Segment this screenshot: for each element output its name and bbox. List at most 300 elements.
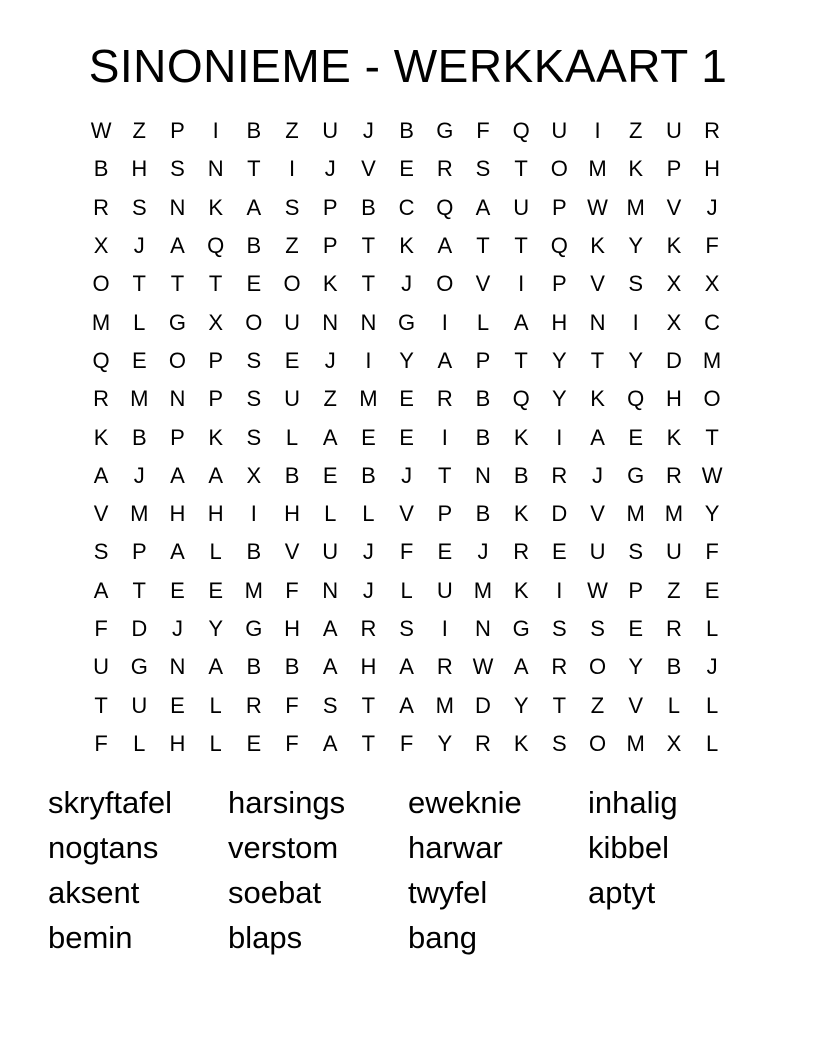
grid-letter[interactable]: V xyxy=(361,156,376,182)
grid-letter[interactable]: M xyxy=(664,501,684,527)
grid-letter[interactable]: S xyxy=(475,156,491,182)
grid-letter[interactable]: A xyxy=(475,194,491,220)
grid-letter[interactable]: O xyxy=(245,309,263,335)
grid-letter[interactable]: P xyxy=(208,347,223,373)
grid-letter[interactable]: H xyxy=(284,616,300,641)
grid-letter[interactable]: U xyxy=(284,309,300,335)
grid-letter[interactable]: B xyxy=(475,386,491,412)
grid-letter[interactable]: U xyxy=(131,692,148,718)
grid-letter[interactable]: B xyxy=(246,539,262,565)
grid-letter[interactable]: W xyxy=(90,118,112,144)
grid-letter[interactable]: P xyxy=(208,386,223,412)
grid-letter[interactable]: U xyxy=(93,654,110,680)
grid-letter[interactable]: N xyxy=(207,156,224,182)
grid-letter[interactable]: J xyxy=(706,654,718,680)
grid-letter[interactable]: B xyxy=(361,462,376,488)
grid-letter[interactable]: D xyxy=(131,616,148,641)
grid-letter[interactable]: H xyxy=(704,156,721,182)
grid-letter[interactable]: T xyxy=(94,692,108,718)
grid-letter[interactable]: N xyxy=(360,309,377,335)
grid-letter[interactable]: Q xyxy=(512,118,530,144)
grid-letter[interactable]: F xyxy=(285,577,299,603)
grid-row xyxy=(82,342,731,380)
grid-letter[interactable]: B xyxy=(246,233,262,259)
grid-letter[interactable]: J xyxy=(171,616,183,641)
grid-letter[interactable]: M xyxy=(244,577,263,603)
word-list-item: bemin xyxy=(48,920,133,955)
grid-letter[interactable]: B xyxy=(131,424,147,450)
grid-letter[interactable]: V xyxy=(399,501,414,527)
grid-letter[interactable]: P xyxy=(131,539,147,565)
grid-letter[interactable]: B xyxy=(475,501,491,527)
grid-letter[interactable]: U xyxy=(322,118,339,144)
grid-letter[interactable]: J xyxy=(362,539,374,565)
grid-letter[interactable]: L xyxy=(705,616,719,641)
grid-letter[interactable]: T xyxy=(514,347,528,373)
word-list-item: inhalig xyxy=(588,785,678,820)
grid-letter[interactable]: E xyxy=(131,347,147,373)
grid-letter[interactable]: P xyxy=(170,424,185,450)
grid-letter[interactable]: N xyxy=(169,386,186,412)
grid-letter[interactable]: O xyxy=(550,156,568,182)
grid-letter[interactable]: S xyxy=(284,194,300,220)
grid-letter[interactable]: Q xyxy=(512,386,530,412)
grid-letter[interactable]: D xyxy=(475,692,491,718)
grid-letter[interactable]: G xyxy=(512,616,530,641)
word-list-item: harsings xyxy=(228,785,346,820)
grid-letter[interactable]: N xyxy=(169,654,186,680)
grid-letter[interactable]: A xyxy=(513,654,529,680)
grid-letter[interactable]: L xyxy=(209,692,222,718)
grid-letter[interactable]: T xyxy=(208,271,223,297)
grid-letter[interactable]: V xyxy=(628,692,644,718)
grid-letter[interactable]: O xyxy=(588,730,607,756)
grid-letter[interactable]: O xyxy=(92,271,110,297)
grid-letter[interactable]: J xyxy=(706,194,718,220)
grid-letter[interactable]: K xyxy=(93,424,109,450)
grid-letter[interactable]: K xyxy=(399,233,414,259)
grid-letter[interactable]: G xyxy=(130,654,148,680)
grid-letter[interactable]: T xyxy=(247,156,261,182)
grid-letter[interactable]: R xyxy=(551,462,568,488)
grid-letter[interactable]: B xyxy=(475,424,491,450)
grid-letter[interactable]: I xyxy=(288,156,296,182)
grid-letter[interactable]: T xyxy=(438,462,452,488)
grid-letter[interactable]: E xyxy=(399,156,414,182)
grid-letter[interactable]: I xyxy=(518,271,525,297)
grid-letter[interactable]: E xyxy=(284,347,300,373)
grid-letter[interactable]: S xyxy=(246,347,262,373)
grid-letter[interactable]: R xyxy=(436,654,453,680)
grid-letter[interactable]: A xyxy=(322,616,338,641)
grid-letter[interactable]: S xyxy=(590,616,605,641)
grid-letter[interactable]: P xyxy=(628,577,644,603)
grid-letter[interactable]: F xyxy=(94,730,108,756)
grid-letter[interactable]: L xyxy=(209,539,222,565)
grid-letter[interactable]: M xyxy=(435,692,454,718)
grid-letter[interactable]: T xyxy=(361,233,376,259)
grid-letter[interactable]: V xyxy=(475,271,491,297)
grid-letter[interactable]: M xyxy=(626,501,645,527)
grid-letter[interactable]: J xyxy=(362,577,374,603)
grid-letter[interactable]: O xyxy=(588,654,607,680)
grid-letter[interactable]: U xyxy=(665,118,682,144)
grid-letter[interactable]: T xyxy=(552,692,567,718)
grid-letter[interactable]: X xyxy=(208,309,223,335)
grid-letter[interactable]: Y xyxy=(628,347,644,373)
grid-letter[interactable]: Y xyxy=(399,347,414,373)
grid-letter[interactable]: T xyxy=(132,577,146,603)
grid-letter[interactable]: W xyxy=(587,194,608,220)
grid-letter[interactable]: Y xyxy=(552,347,567,373)
grid-letter[interactable]: A xyxy=(170,233,185,259)
grid-letter[interactable]: L xyxy=(400,577,413,603)
grid-letter[interactable]: Y xyxy=(208,616,223,641)
grid-row xyxy=(82,150,731,188)
grid-letter[interactable]: A xyxy=(322,654,338,680)
grid-letter[interactable]: W xyxy=(472,654,494,680)
grid-letter[interactable]: T xyxy=(361,271,376,297)
grid-letter[interactable]: U xyxy=(513,194,530,220)
grid-letter[interactable]: S xyxy=(322,692,338,718)
grid-letter[interactable]: C xyxy=(704,309,721,335)
grid-letter[interactable]: E xyxy=(246,271,262,297)
grid-letter[interactable]: A xyxy=(93,577,109,603)
grid-letter[interactable]: A xyxy=(322,424,338,450)
grid-letter[interactable]: I xyxy=(441,424,448,450)
grid-letter[interactable]: A xyxy=(513,309,529,335)
grid-letter[interactable]: A xyxy=(246,194,262,220)
grid-letter[interactable]: J xyxy=(324,347,336,373)
grid-letter[interactable]: B xyxy=(399,118,414,144)
grid-letter[interactable]: E xyxy=(208,577,223,603)
grid-letter[interactable]: E xyxy=(399,424,414,450)
grid-letter[interactable]: B xyxy=(246,654,262,680)
grid-letter[interactable]: D xyxy=(665,347,682,373)
grid-letter[interactable]: X xyxy=(666,309,682,335)
grid-letter[interactable]: P xyxy=(322,194,338,220)
grid-letter[interactable]: J xyxy=(401,462,413,488)
grid-letter[interactable]: S xyxy=(628,539,644,565)
grid-letter[interactable]: I xyxy=(250,501,257,527)
grid-letter[interactable]: Z xyxy=(132,118,146,144)
grid-letter[interactable]: S xyxy=(399,616,414,641)
grid-letter[interactable]: B xyxy=(361,194,376,220)
grid-letter[interactable]: P xyxy=(437,501,453,527)
grid-letter[interactable]: A xyxy=(208,654,223,680)
grid-row xyxy=(82,495,731,533)
grid-letter[interactable]: R xyxy=(436,386,453,412)
grid-letter[interactable]: R xyxy=(513,539,530,565)
grid-letter[interactable]: L xyxy=(667,692,681,718)
grid-letter[interactable]: J xyxy=(477,539,489,565)
grid-letter[interactable]: W xyxy=(701,462,723,488)
grid-letter[interactable]: K xyxy=(322,271,338,297)
grid-letter[interactable]: E xyxy=(170,692,185,718)
grid-letter[interactable]: P xyxy=(170,118,185,144)
grid-letter[interactable]: N xyxy=(589,309,606,335)
grid-row xyxy=(82,572,731,610)
grid-letter[interactable]: F xyxy=(285,692,299,718)
grid-letter[interactable]: Y xyxy=(704,501,720,527)
grid-letter[interactable]: B xyxy=(284,654,300,680)
grid-letter[interactable]: S xyxy=(131,194,147,220)
grid-letter[interactable]: F xyxy=(399,730,414,756)
grid-letter[interactable]: M xyxy=(91,309,111,335)
grid-letter[interactable]: R xyxy=(245,692,262,718)
grid-letter[interactable]: V xyxy=(93,501,109,527)
grid-letter[interactable]: Z xyxy=(590,692,605,718)
grid-letter[interactable]: Y xyxy=(628,233,644,259)
grid-letter[interactable]: D xyxy=(551,501,568,527)
grid-letter[interactable]: E xyxy=(246,730,262,756)
grid-letter[interactable]: V xyxy=(284,539,300,565)
grid-letter[interactable]: K xyxy=(666,424,682,450)
grid-letter[interactable]: J xyxy=(592,462,604,488)
grid-letter[interactable]: I xyxy=(365,347,372,373)
grid-letter[interactable]: A xyxy=(399,654,414,680)
grid-letter[interactable]: L xyxy=(362,501,375,527)
grid-letter[interactable]: S xyxy=(246,424,262,450)
grid-letter[interactable]: R xyxy=(665,462,682,488)
grid-letter[interactable]: B xyxy=(93,156,109,182)
grid-letter[interactable]: M xyxy=(359,386,378,412)
grid-letter[interactable]: K xyxy=(208,424,223,450)
grid-letter[interactable]: M xyxy=(702,347,722,373)
grid-letter[interactable]: M xyxy=(130,501,149,527)
grid-letter[interactable]: Y xyxy=(513,692,529,718)
grid-letter[interactable]: B xyxy=(513,462,529,488)
grid-letter[interactable]: A xyxy=(399,692,414,718)
grid-letter[interactable]: Q xyxy=(92,347,110,373)
grid-letter[interactable]: A xyxy=(170,539,185,565)
grid-letter[interactable]: T xyxy=(361,692,376,718)
grid-letter[interactable]: B xyxy=(246,118,262,144)
grid-letter[interactable]: P xyxy=(666,156,682,182)
grid-letter[interactable]: N xyxy=(169,194,186,220)
grid-letter[interactable]: Q xyxy=(207,233,225,259)
grid-letter[interactable]: H xyxy=(360,654,377,680)
grid-letter[interactable]: M xyxy=(130,386,149,412)
grid-letter[interactable]: H xyxy=(665,386,682,412)
grid-letter[interactable]: G xyxy=(627,462,645,488)
grid-letter[interactable]: Z xyxy=(628,118,643,144)
grid-letter[interactable]: E xyxy=(437,539,453,565)
grid-letter[interactable]: T xyxy=(132,271,146,297)
grid-letter[interactable]: X xyxy=(666,271,682,297)
word-list-item: soebat xyxy=(228,875,322,910)
grid-letter[interactable]: E xyxy=(322,462,338,488)
grid-letter[interactable]: O xyxy=(703,386,721,412)
grid-letter[interactable]: X xyxy=(93,233,109,259)
grid-letter[interactable]: I xyxy=(632,309,639,335)
grid-letter[interactable]: F xyxy=(285,730,299,756)
grid-letter[interactable]: K xyxy=(590,233,605,259)
grid-letter[interactable]: R xyxy=(93,386,110,412)
grid-letter[interactable]: Z xyxy=(667,577,681,603)
grid-letter[interactable]: R xyxy=(360,616,377,641)
grid-letter[interactable]: J xyxy=(133,233,145,259)
grid-letter[interactable]: R xyxy=(551,654,568,680)
grid-letter[interactable]: R xyxy=(93,194,110,220)
grid-letter[interactable]: S xyxy=(552,616,567,641)
grid-letter[interactable]: F xyxy=(399,539,414,565)
grid-letter[interactable]: T xyxy=(361,730,376,756)
grid-letter[interactable]: J xyxy=(401,271,413,297)
grid-letter[interactable]: K xyxy=(513,424,529,450)
grid-letter[interactable]: O xyxy=(436,271,454,297)
grid-letter[interactable]: H xyxy=(169,730,186,756)
grid-letter[interactable]: H xyxy=(551,309,568,335)
grid-letter[interactable]: G xyxy=(398,309,416,335)
grid-letter[interactable]: K xyxy=(513,730,529,756)
grid-letter[interactable]: L xyxy=(133,309,146,335)
grid-letter[interactable]: N xyxy=(322,577,339,603)
grid-letter[interactable]: O xyxy=(283,271,301,297)
grid-letter[interactable]: K xyxy=(208,194,223,220)
grid-letter[interactable]: Z xyxy=(285,118,299,144)
grid-letter[interactable]: K xyxy=(513,501,529,527)
grid-letter[interactable]: J xyxy=(324,156,336,182)
grid-letter[interactable]: E xyxy=(361,424,376,450)
grid-letter[interactable]: T xyxy=(476,233,490,259)
grid-letter[interactable]: Y xyxy=(437,730,453,756)
grid-letter[interactable]: A xyxy=(322,730,338,756)
grid-letter[interactable]: N xyxy=(475,462,491,488)
grid-letter[interactable]: Q xyxy=(550,233,568,259)
grid-letter[interactable]: F xyxy=(476,118,490,144)
word-list-item: twyfel xyxy=(408,875,488,910)
grid-letter[interactable]: U xyxy=(551,118,568,144)
grid-row xyxy=(82,303,731,341)
grid-letter[interactable]: V xyxy=(666,194,682,220)
grid-letter[interactable]: R xyxy=(704,118,721,144)
grid-letter[interactable]: A xyxy=(437,347,453,373)
grid-letter[interactable]: I xyxy=(441,309,448,335)
grid-letter[interactable]: M xyxy=(626,194,645,220)
grid-letter[interactable]: U xyxy=(589,539,606,565)
grid-letter[interactable]: N xyxy=(322,309,339,335)
grid-letter[interactable]: V xyxy=(590,271,605,297)
grid-letter[interactable]: Y xyxy=(628,654,644,680)
grid-letter[interactable]: P xyxy=(322,233,338,259)
grid-letter[interactable]: E xyxy=(628,616,644,641)
grid-letter[interactable]: K xyxy=(513,577,529,603)
grid-letter[interactable]: T xyxy=(514,233,528,259)
grid-letter[interactable]: K xyxy=(590,386,605,412)
grid-letter[interactable]: U xyxy=(665,539,682,565)
grid-letter[interactable]: I xyxy=(212,118,219,144)
grid-letter[interactable]: H xyxy=(284,501,300,527)
grid-letter[interactable]: E xyxy=(399,386,414,412)
grid-letter[interactable]: L xyxy=(705,730,719,756)
grid-letter[interactable]: I xyxy=(594,118,601,144)
grid-letter[interactable]: G xyxy=(168,309,187,335)
grid-letter[interactable]: S xyxy=(552,730,567,756)
grid-letter[interactable]: E xyxy=(704,577,720,603)
grid-letter[interactable]: X xyxy=(704,271,720,297)
grid-letter[interactable]: U xyxy=(322,539,339,565)
grid-letter[interactable]: J xyxy=(362,118,374,144)
grid-letter[interactable]: T xyxy=(514,156,528,182)
grid-letter[interactable]: S xyxy=(170,156,185,182)
grid-letter[interactable]: Q xyxy=(627,386,645,412)
grid-letter[interactable]: X xyxy=(246,462,262,488)
grid-letter[interactable]: N xyxy=(475,616,491,641)
grid-letter[interactable]: R xyxy=(665,616,682,641)
grid-letter[interactable]: P xyxy=(475,347,491,373)
grid-letter[interactable]: H xyxy=(131,156,148,182)
grid-letter[interactable]: B xyxy=(666,654,682,680)
grid-row xyxy=(82,648,731,686)
grid-letter[interactable]: M xyxy=(473,577,493,603)
grid-letter[interactable]: I xyxy=(556,577,563,603)
grid-letter[interactable]: K xyxy=(666,233,682,259)
grid-letter[interactable]: F xyxy=(94,616,108,641)
grid-letter[interactable]: G xyxy=(436,118,454,144)
grid-letter[interactable]: G xyxy=(245,616,263,641)
grid-letter[interactable]: M xyxy=(588,156,607,182)
grid-letter[interactable]: T xyxy=(705,424,719,450)
grid-letter[interactable]: F xyxy=(705,233,719,259)
grid-letter[interactable]: F xyxy=(705,539,719,565)
grid-letter[interactable]: T xyxy=(590,347,605,373)
grid-letter[interactable]: C xyxy=(398,194,415,220)
grid-letter[interactable]: S xyxy=(246,386,262,412)
grid-letter[interactable]: Y xyxy=(552,386,567,412)
grid-letter[interactable]: S xyxy=(93,539,109,565)
grid-letter[interactable]: V xyxy=(590,501,605,527)
grid-letter[interactable]: R xyxy=(436,156,453,182)
grid-letter[interactable]: U xyxy=(436,577,453,603)
grid-letter[interactable]: Z xyxy=(323,386,337,412)
grid-letter[interactable]: S xyxy=(628,271,644,297)
grid-letter[interactable]: I xyxy=(441,616,448,641)
grid-letter[interactable]: W xyxy=(587,577,608,603)
grid-letter[interactable]: X xyxy=(666,730,682,756)
grid-letter[interactable]: K xyxy=(628,156,644,182)
grid-letter[interactable]: I xyxy=(556,424,563,450)
grid-letter[interactable]: P xyxy=(552,271,567,297)
grid-letter[interactable]: P xyxy=(552,194,567,220)
grid-letter[interactable]: L xyxy=(209,730,222,756)
grid-letter[interactable]: L xyxy=(133,730,146,756)
grid-letter[interactable]: B xyxy=(284,462,300,488)
grid-letter[interactable]: L xyxy=(476,309,490,335)
grid-letter[interactable]: H xyxy=(169,501,186,527)
grid-letter[interactable]: L xyxy=(324,501,337,527)
grid-letter[interactable]: A xyxy=(170,462,185,488)
grid-letter[interactable]: A xyxy=(437,233,453,259)
grid-letter[interactable]: M xyxy=(626,730,645,756)
grid-letter[interactable]: A xyxy=(590,424,605,450)
grid-letter[interactable]: A xyxy=(93,462,109,488)
grid-letter[interactable]: E xyxy=(552,539,567,565)
grid-letter[interactable]: R xyxy=(475,730,491,756)
grid-letter[interactable]: E xyxy=(628,424,644,450)
grid-letter[interactable]: U xyxy=(284,386,300,412)
grid-letter[interactable]: H xyxy=(207,501,224,527)
grid-letter[interactable]: E xyxy=(170,577,185,603)
grid-letter[interactable]: L xyxy=(705,692,719,718)
grid-letter[interactable]: T xyxy=(170,271,185,297)
grid-letter[interactable]: J xyxy=(133,462,145,488)
grid-letter[interactable]: Z xyxy=(285,233,299,259)
grid-letter[interactable]: A xyxy=(208,462,223,488)
grid-letter[interactable]: O xyxy=(168,347,187,373)
grid-letter[interactable]: Q xyxy=(436,194,454,220)
grid-letter[interactable]: L xyxy=(285,424,299,450)
